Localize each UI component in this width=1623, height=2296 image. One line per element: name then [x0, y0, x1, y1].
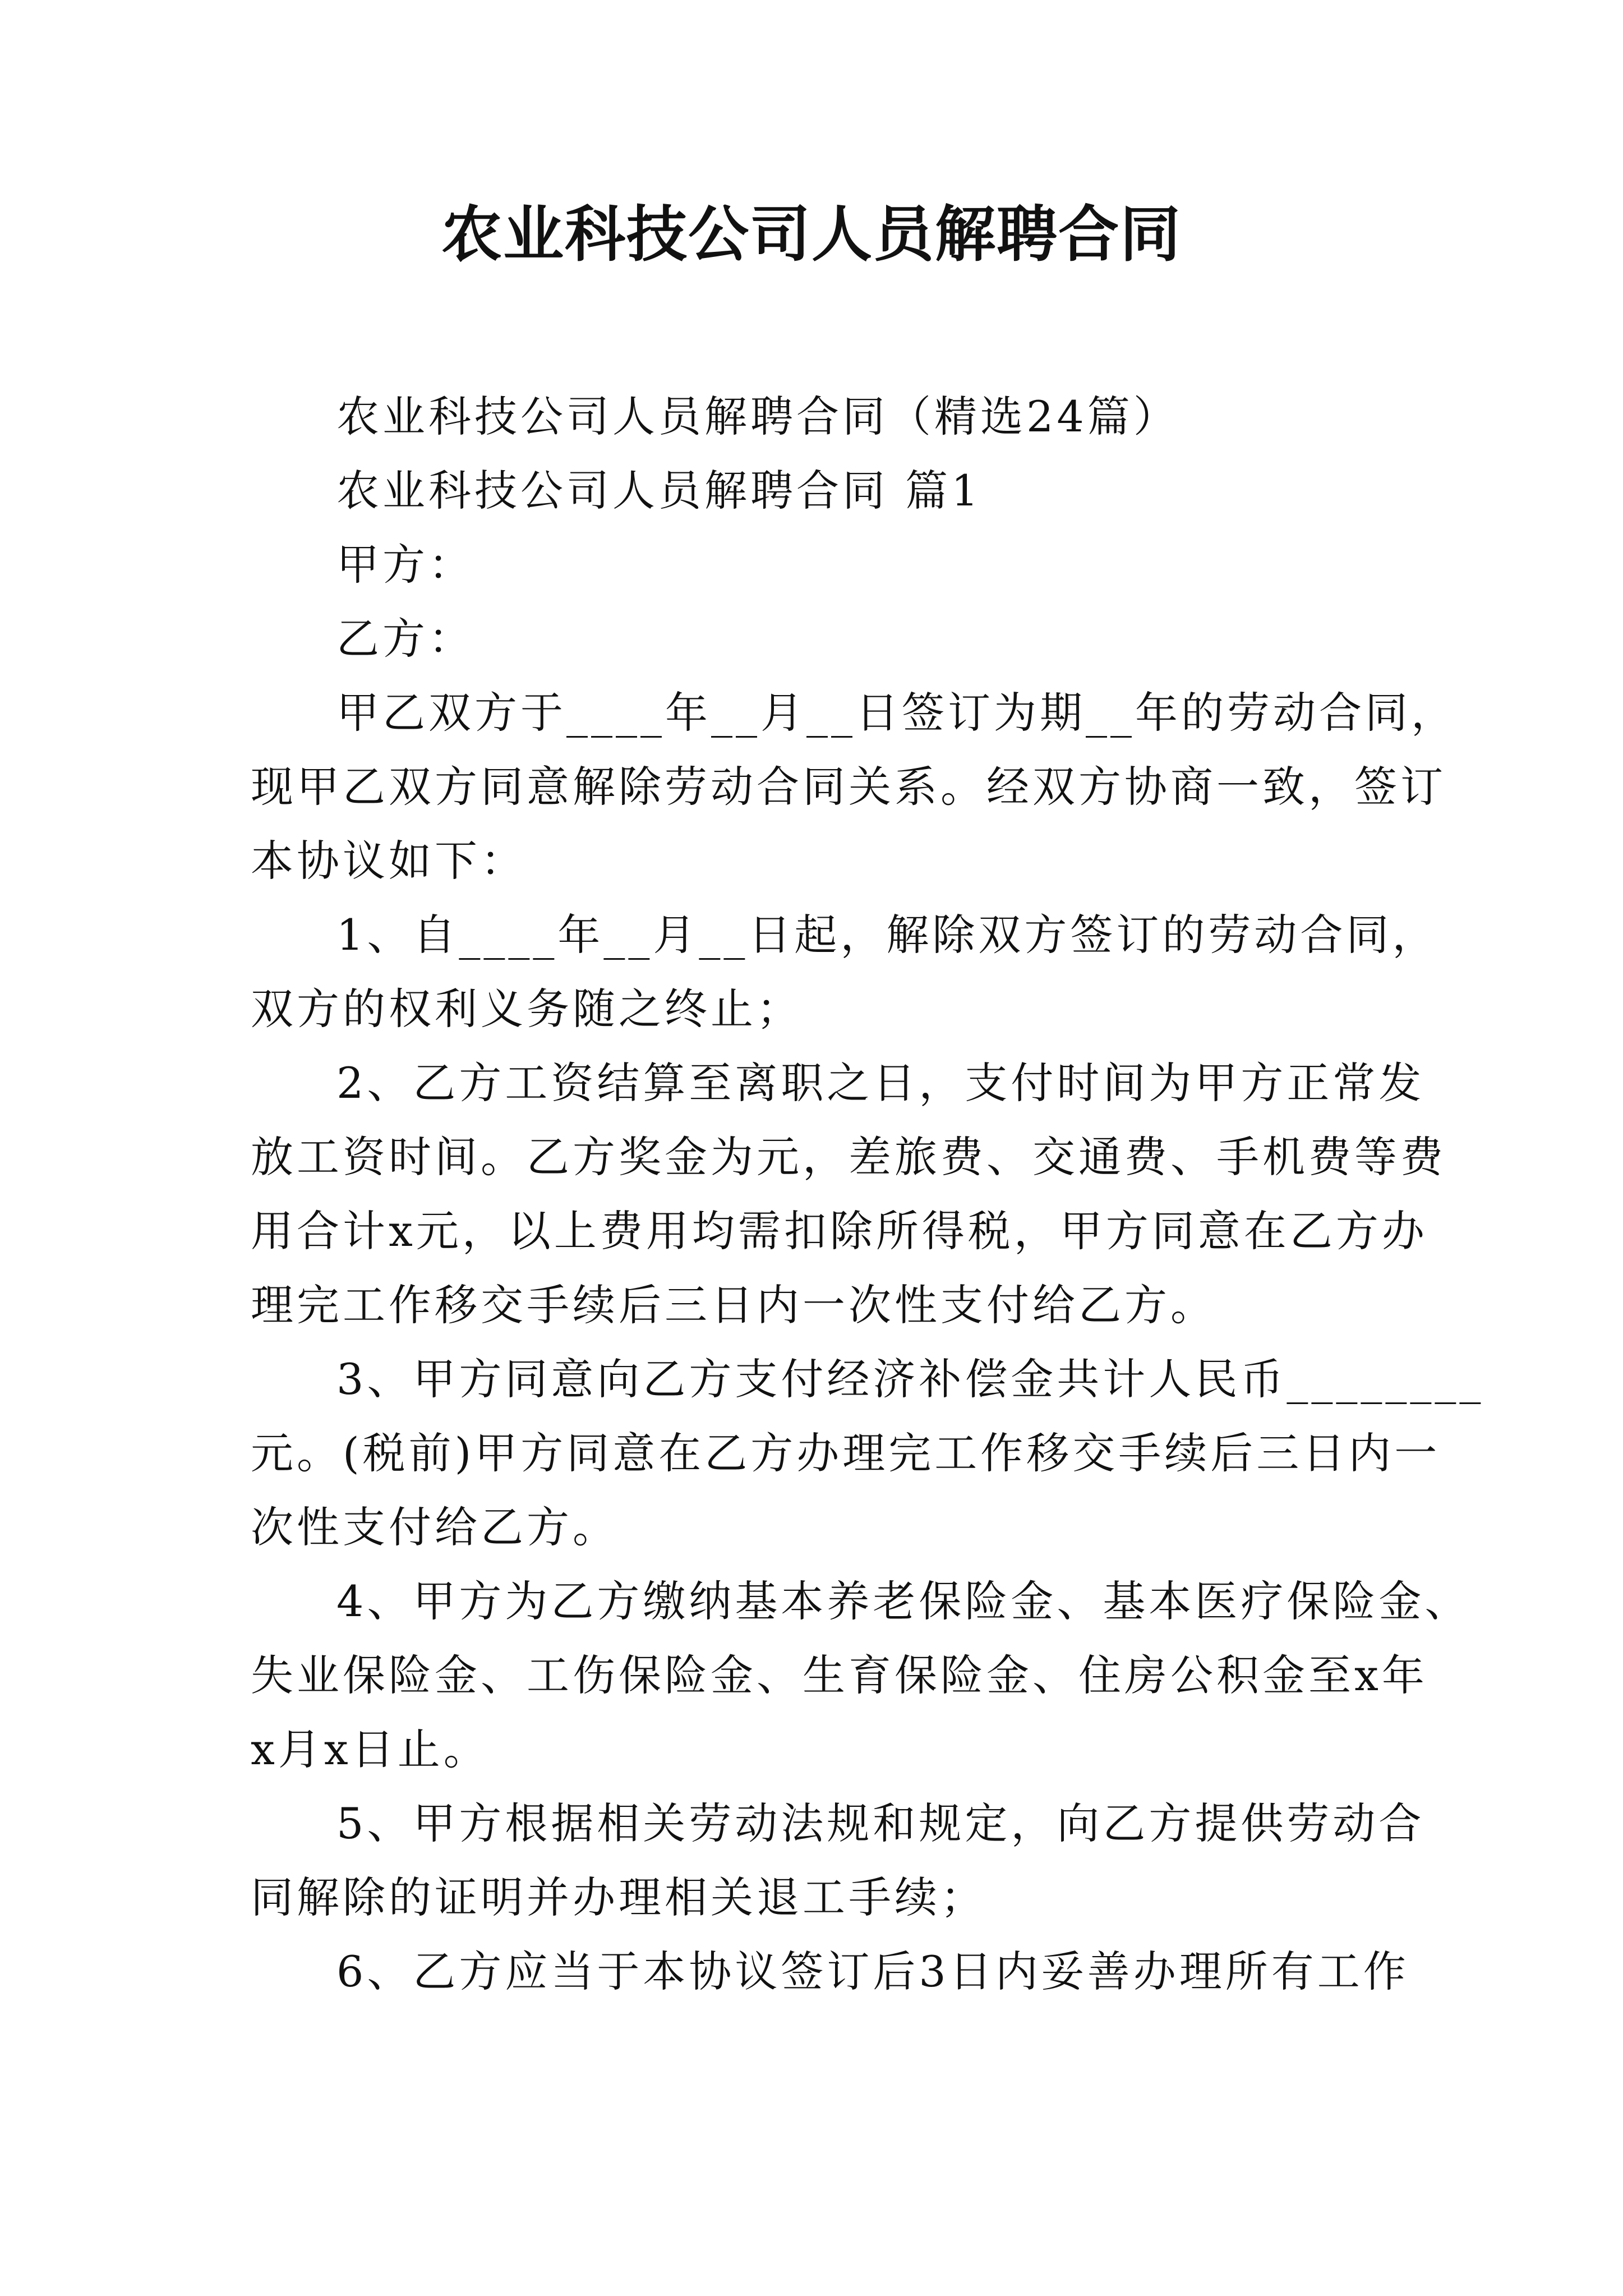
paragraph-line: 甲乙双方于____年__月__日签订为期__年的劳动合同，	[336, 688, 1457, 738]
section-heading: 农业科技公司人员解聘合同 篇1	[336, 466, 982, 516]
clause-2-line: 2、乙方工资结算至离职之日，支付时间为甲方正常发	[336, 1058, 1425, 1108]
clause-5-line: 同解除的证明并办理相关退工手续；	[251, 1872, 986, 1922]
party-b-line: 乙方：	[336, 614, 474, 664]
clause-1-line: 1、自____年__月__日起，解除双方签订的劳动合同，	[336, 910, 1438, 960]
clause-6-line: 6、乙方应当于本协议签订后3日内妥善办理所有工作	[336, 1947, 1409, 1996]
clause-1-line: 双方的权利义务随之终止；	[251, 984, 803, 1034]
party-a-line: 甲方：	[336, 540, 474, 590]
document-title: 农业科技公司人员解聘合同	[441, 199, 1182, 270]
clause-4-line: x月x日止。	[251, 1724, 490, 1774]
clause-3-line: 元。(税前)甲方同意在乙方办理完工作移交手续后三日内一	[251, 1428, 1441, 1478]
clause-3-line: 3、甲方同意向乙方支付经济补偿金共计人民币________	[336, 1354, 1484, 1404]
subtitle-line: 农业科技公司人员解聘合同（精选24篇）	[336, 392, 1179, 441]
clause-2-line: 放工资时间。乙方奖金为元，差旅费、交通费、手机费等费	[251, 1132, 1446, 1182]
clause-3-line: 次性支付给乙方。	[251, 1502, 619, 1552]
paragraph-line: 本协议如下：	[251, 836, 527, 886]
clause-4-line: 失业保险金、工伤保险金、生育保险金、住房公积金至x年	[251, 1650, 1428, 1700]
paragraph-line: 现甲乙双方同意解除劳动合同关系。经双方协商一致，签订	[251, 762, 1446, 812]
clause-4-line: 4、甲方为乙方缴纳基本养老保险金、基本医疗保险金、	[336, 1576, 1471, 1626]
clause-5-line: 5、甲方根据相关劳动法规和规定，向乙方提供劳动合	[336, 1798, 1425, 1848]
clause-2-line: 用合计x元，以上费用均需扣除所得税，甲方同意在乙方办	[251, 1206, 1428, 1256]
clause-2-line: 理完工作移交手续后三日内一次性支付给乙方。	[251, 1280, 1216, 1330]
